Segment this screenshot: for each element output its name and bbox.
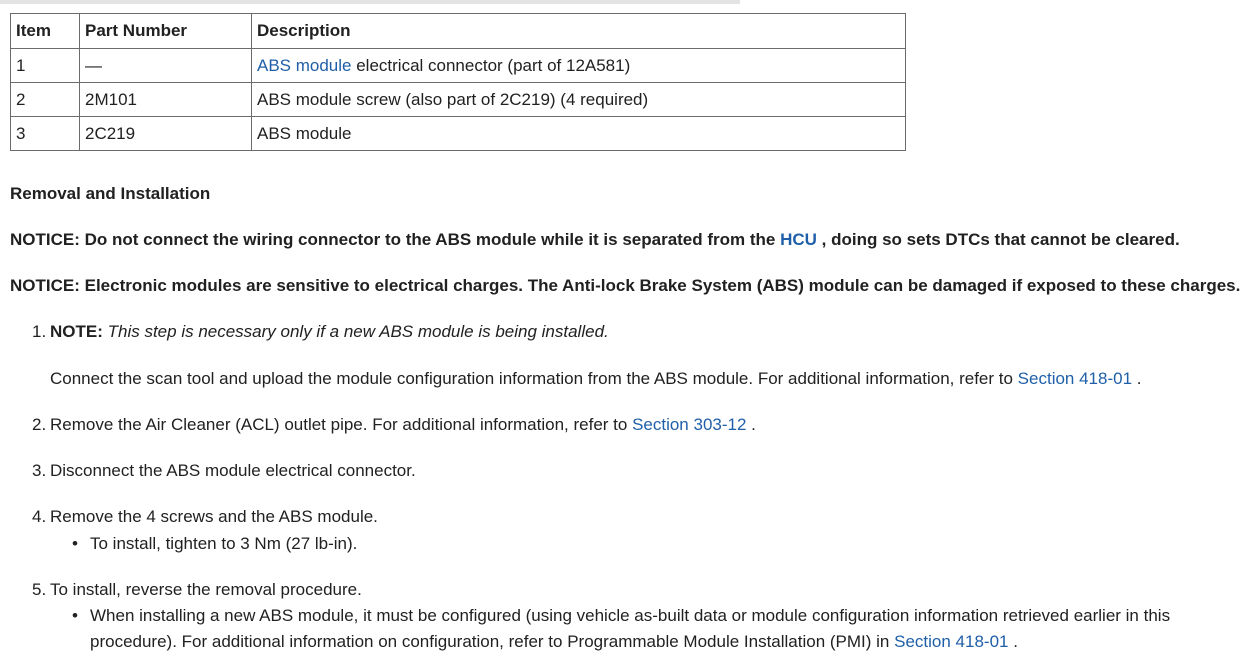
note-text: This step is necessary only if a new ABS module is being installed. [107, 322, 609, 341]
note-label: NOTE: [50, 322, 103, 341]
table-row [11, 117, 906, 151]
cell-part: 2M101 [80, 83, 252, 117]
bullet-icon: • [72, 534, 78, 553]
hcu-link[interactable]: HCU [780, 230, 817, 249]
step-4-number: 4. [32, 507, 47, 526]
table-row [11, 83, 906, 117]
top-divider [0, 0, 740, 4]
step-4-bullet: To install, tighten to 3 Nm (27 lb-in). [90, 534, 358, 553]
notice-hcu-text: NOTICE: Do not connect the wiring connector to the ABS module while it is separated from the [10, 230, 781, 249]
notice-hcu [10, 230, 1180, 250]
parts-table [10, 13, 906, 151]
step-2-text [50, 415, 756, 435]
cell-part: — [80, 49, 252, 83]
step-5-bullet-line2 [90, 632, 1018, 652]
cell-description [252, 49, 906, 83]
notice-electrical: NOTICE: Electronic modules are sensitive to electrical charges. The Anti-lock Brake System (ABS) module can be damaged if exposed to these charges. [10, 276, 1241, 295]
step-1-text [50, 369, 1142, 389]
header-description: Description [252, 14, 906, 49]
cell-part: 2C219 [80, 117, 252, 151]
step-3-number: 3. [32, 461, 47, 480]
section-303-12-link[interactable]: Section 303-12 [632, 415, 747, 434]
header-item: Item [11, 14, 80, 49]
cell-description: ABS module [252, 117, 906, 151]
section-418-01-link[interactable]: Section 418-01 [1017, 369, 1133, 388]
step-1-note [50, 322, 609, 342]
table-row [11, 49, 906, 83]
step-1-number: 1. [32, 322, 47, 341]
step-5-end: . [1008, 632, 1018, 651]
step-3-text: Disconnect the ABS module electrical connector. [50, 461, 416, 480]
cell-description-text: electrical connector (part of 12A581) [351, 55, 631, 75]
section-heading: Removal and Installation [10, 184, 211, 203]
step-2-number: 2. [32, 415, 47, 434]
step-1-body: Connect the scan tool and upload the module configuration information from the ABS module. For additional information, refer to [50, 369, 1018, 388]
cell-description: ABS module screw (also part of 2C219) (4 required) [252, 83, 906, 117]
cell-item: 2 [11, 83, 80, 117]
step-5-text: To install, reverse the removal procedure. [50, 580, 362, 599]
cell-item: 1 [11, 49, 80, 83]
step-2-body: Remove the Air Cleaner (ACL) outlet pipe. For additional information, refer to [50, 415, 633, 434]
table-header-row [11, 14, 906, 49]
section-418-01-link[interactable]: Section 418-01 [894, 632, 1009, 651]
step-5-bullet-line1: When installing a new ABS module, it must be configured (using vehicle as-built data or module configuration information retrieved earlier in this [90, 606, 1171, 625]
step-4-text: Remove the 4 screws and the ABS module. [50, 507, 378, 526]
cell-item: 3 [11, 117, 80, 151]
step-5-bullet-body: procedure). For additional information on configuration, refer to Programmable Module Installation (PMI) in [90, 632, 895, 651]
step-2-end: . [746, 415, 756, 434]
bullet-icon: • [72, 606, 78, 625]
notice-hcu-end: , doing so sets DTCs that cannot be cleared. [816, 230, 1180, 249]
header-part-number: Part Number [80, 14, 252, 49]
step-1-end: . [1132, 369, 1142, 388]
step-5-number: 5. [32, 580, 47, 599]
abs-module-link[interactable]: ABS module [257, 55, 352, 75]
